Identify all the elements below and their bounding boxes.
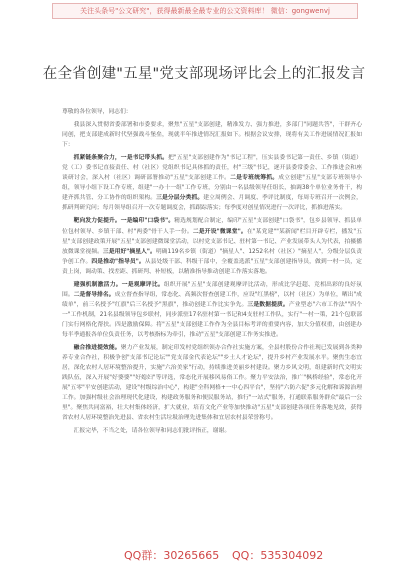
footer-contact — [0, 548, 408, 564]
qq-group-number: QQ群：30265665 — [124, 549, 220, 562]
paragraph-heading: 三是用好"摘星人"。 — [102, 248, 156, 255]
paragraph-heading: 二是开设"微课堂"。 — [192, 228, 247, 235]
paragraph-heading: 二是督导排名。 — [73, 291, 115, 298]
paragraph-text: 我县深入贯彻省委部署和市委要求，聚焦"五星"支部创建，精准发力、强力推进，多部门"同题共答"，干群齐心同创，把支部建成新时代坚强战斗堡垒，现就半年推进情况汇报如下。根据会议安排，现将有关工作进展情况汇报如下： — [62, 122, 362, 149]
paragraph-integration — [62, 343, 362, 423]
paragraph-heading: 建强机制激活力。一是观摩评比。 — [73, 281, 164, 288]
paragraph-text: 组织开展"五星"支部创建观摩评比活动，形成比学赶超、竞相出彩的良好氛围。 — [62, 281, 362, 298]
paragraph-heading: 抓紧链条聚合力，一是书记带头抓。 — [73, 155, 169, 162]
qq-number: QQ：535304092 — [232, 549, 324, 562]
paragraph-chain — [62, 153, 362, 213]
paragraph-intro — [62, 120, 362, 150]
paragraph-text: 明确119名乡镇（街道）"摘星人"、1252名村（社区）"摘星人"，分级分层负责争创工作。 — [62, 248, 362, 265]
paragraph-text: 在"某党建""某新闻"栏目开辟专栏，播发"五星"支部创建政策开展"五星"支部创建微课堂活动，以村党支部书记、驻村第一书记、产业发展带头人为代表，拍摄播放微课堂视频。 — [62, 228, 362, 255]
paragraph-heading: 三是数据提质。 — [247, 301, 289, 308]
paragraph-heading: 融合推进提效能。 — [73, 345, 121, 352]
paragraph-text: 从县处级干部、科级干部中，全覆盖选派"五星"支部创建指导员，做到一村一员，定责上岗，调动策、找差距、抓研判、补短板，以精准指导推动创建工作落实落地。 — [62, 258, 362, 275]
paragraph-mechanism — [62, 280, 362, 340]
paragraph-text: 把"五星"支部创建作为"书记工程"，压实县委书记第一责任、乡镇（街道）党（工）委书记直接责任、村（社区）党组织书记具体抓的责任，村"三级"书记，逐开县委常委会、工作推进会和座谈研讨会，深入村（社区）调研部署推动"五星"支部创建工作。 — [62, 155, 362, 182]
promo-banner: 关注头条号"公文研究"，获得最新最全最专业的公文资料库！ 微信：gongwenvj — [52, 3, 358, 19]
paragraph-text: 建立周例会、月调度、季评比制度，每周专班召开一次例会，抓研判研究问；每月领导组召开一次专题调度会，抓跟踪落实；每季度对创星情况进行一次评比，抓推进落实。 — [62, 195, 362, 212]
paragraph-heading: 三是分层分类抓。 — [156, 195, 204, 202]
paragraph-heading: 二是专班统筹抓。 — [230, 175, 279, 182]
closing-line: 汇报完毕，不当之处，请各位领导和同志们批评指正，谢谢。 — [73, 428, 231, 435]
paragraph-text: 聚力产业发展，制定印发村党组织领办合作社实施方案，全县村股份合作社现已发展到各类种养专业合作社，积极争创"支部书记论坛""党支部金代表论坛""乡土人才论坛"，提升乡村产业发展水平。聚焦生态宜居，深化农村人居环境整治提升，实施"六治美家"行动，持续推进美丽乡村建设。聚力乡风文明，组建新时代文明实践队伍，深入开展"好婆婆""好媳妇"等评选，常态化开展移风易俗工作。聚力平安法治，推广"枫桥经验"，常态化开展"五零"平安创建活动，建设"村级综治中心"，构建"全科网格+一中心四平台"，坚持"六防六促"多元化解和诉源治理工作。加强村级社会治理现代化建设，构建政务服务和便民服务站，推行"一站式"服务，打通联系服务群众"最后一公里"。聚焦共同富裕，壮大村集体经济，扩大就业，培育文化产业等加快推动"五星"支部创建各项任务落地见效，获得省农村人居环境整治先进县、省农村生活垃圾治理先进集体和宜居农村县荣誉称号。 — [62, 345, 362, 422]
paragraph-text: 产业型态"六市工作法""四个一"工作机制，21名县级领导包乡联村，同步派驻17名驻村第一书记和4支驻村工作队，实行"一村一策，21个包联部门实行网格化帮扶。四是激励保障。将"五星"支部创建工作作为全县目标考评的重要内容，加大分值权重，由创建办每半季通报各单位负责任务，以考核指标为牵引，推动"五星"支部创建工作务实推进。 — [62, 301, 362, 338]
document-body — [62, 107, 362, 439]
paragraph-heading: 靶向发力促提升。一是编印"口袋书"。 — [73, 218, 175, 225]
page-title: 在全省创建"五星"党支部现场评比会上的汇报发言 — [42, 66, 366, 82]
paragraph-heading: 四是推动"指导员"。 — [91, 258, 145, 265]
paragraph-text: 成立创建"五星"支部专班领导小组，领导小组下设工作专班，组建"一办十一组"工作专班，分别由一名县级领导任组长，抽调38个单位业务骨干，构建齐抓共管、分工协作的组织架构。 — [62, 175, 362, 202]
paragraph-text: 成立督查指导组，常态化、高频次督查创建工作，应设"红黑榜"，以村（社区）为单位，晒出"成绩单"，前三名授予"红旗"后三名授予"黑旗"，推动创建工作比实争先。 — [62, 291, 362, 308]
paragraph-targeted — [62, 216, 362, 276]
paragraph-text: 精选规划配合制定，编印"五星"支部创建"口袋书"，包乡县领导、抓县单位包村领导、乡镇干部、村"两委"骨干人手一份。 — [62, 218, 362, 235]
salutation: 尊敬的各位领导，同志们： — [62, 109, 132, 115]
